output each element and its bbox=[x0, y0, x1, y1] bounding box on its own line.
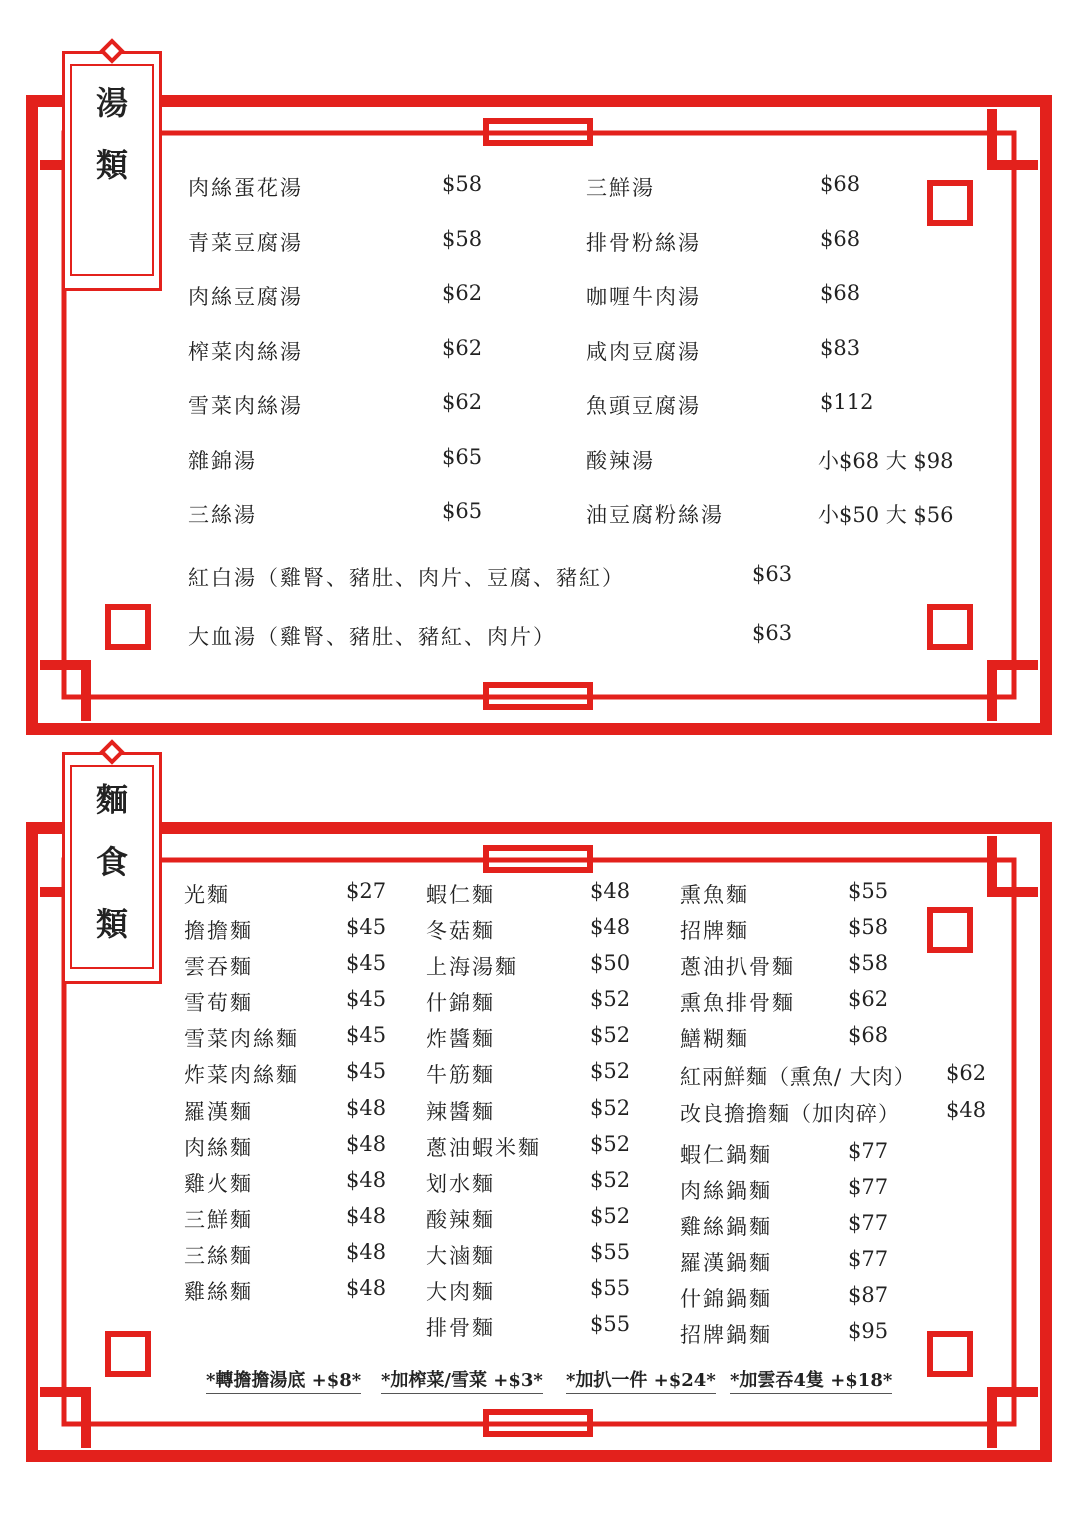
menu-item-price: $52 bbox=[590, 1168, 631, 1192]
menu-item-price: $62 bbox=[442, 390, 483, 414]
menu-item-price: $48 bbox=[346, 1240, 387, 1264]
menu-item-name: 雜錦湯 bbox=[188, 449, 257, 473]
addon-note: *加雲吞4隻 +$18* bbox=[730, 1366, 892, 1394]
menu-item-name: 雪菜肉絲麵 bbox=[184, 1027, 299, 1051]
menu-item-name: 雪荀麵 bbox=[184, 991, 253, 1015]
menu-item-price: $112 bbox=[820, 390, 874, 414]
menu-item-name: 排骨粉絲湯 bbox=[586, 231, 701, 255]
menu-item-name: 蝦仁麵 bbox=[426, 883, 495, 907]
menu-item-name: 划水麵 bbox=[426, 1172, 495, 1196]
menu-item-name: 熏魚麵 bbox=[680, 883, 749, 907]
menu-item-price: $68 bbox=[820, 227, 861, 251]
menu-item-price: $62 bbox=[946, 1061, 987, 1085]
menu-item-price: $63 bbox=[752, 562, 793, 586]
menu-item-name: 咖喱牛肉湯 bbox=[586, 285, 701, 309]
addon-note: *加榨菜/雪菜 +$3* bbox=[381, 1366, 543, 1394]
menu-item-name: 冬菇麵 bbox=[426, 919, 495, 943]
menu-item-name: 大肉麵 bbox=[426, 1280, 495, 1304]
menu-item-price: $65 bbox=[442, 499, 483, 523]
menu-item-name: 肉絲鍋麵 bbox=[680, 1179, 772, 1203]
menu-item-price: $45 bbox=[346, 1023, 387, 1047]
menu-item-name: 肉絲蛋花湯 bbox=[188, 176, 303, 200]
menu-item-price: $55 bbox=[848, 879, 889, 903]
menu-item-price: $52 bbox=[590, 1059, 631, 1083]
menu-item-price: $83 bbox=[820, 336, 861, 360]
menu-item-price: $48 bbox=[590, 879, 631, 903]
menu-item-price: $68 bbox=[820, 281, 861, 305]
menu-item-name: 油豆腐粉絲湯 bbox=[586, 503, 724, 527]
menu-item-price: $58 bbox=[848, 915, 889, 939]
menu-item-name: 肉絲麵 bbox=[184, 1136, 253, 1160]
menu-item-name: 排骨麵 bbox=[426, 1316, 495, 1340]
menu-item-name: 酸辣麵 bbox=[426, 1208, 495, 1232]
menu-item-price: $77 bbox=[848, 1139, 889, 1163]
menu-item-name: 魚頭豆腐湯 bbox=[586, 394, 701, 418]
menu-item-name: 大滷麵 bbox=[426, 1244, 495, 1268]
menu-item-price: $45 bbox=[346, 915, 387, 939]
menu-item-price: $48 bbox=[346, 1276, 387, 1300]
menu-item-price: $45 bbox=[346, 951, 387, 975]
menu-item-price: $62 bbox=[442, 336, 483, 360]
menu-item-price: 小$50 大 $56 bbox=[818, 503, 954, 527]
menu-item-name: 紅兩鮮麵（熏魚/ 大肉） bbox=[680, 1065, 916, 1089]
menu-item-price: $58 bbox=[442, 172, 483, 196]
menu-item-name: 改良擔擔麵（加肉碎） bbox=[680, 1102, 900, 1126]
menu-item-name: 三絲湯 bbox=[188, 503, 257, 527]
menu-item-price: $52 bbox=[590, 1132, 631, 1156]
menu-item-name: 什錦麵 bbox=[426, 991, 495, 1015]
menu-item-name: 雲吞麵 bbox=[184, 955, 253, 979]
menu-item-name: 招牌麵 bbox=[680, 919, 749, 943]
menu-item-name: 雞絲麵 bbox=[184, 1280, 253, 1304]
menu-item-name: 光麵 bbox=[184, 883, 230, 907]
menu-item-name: 羅漢鍋麵 bbox=[680, 1251, 772, 1275]
menu-item-price: $48 bbox=[346, 1132, 387, 1156]
menu-item-price: $27 bbox=[346, 879, 387, 903]
knot-ornament bbox=[99, 739, 124, 764]
menu-item-name: 蔥油蝦米麵 bbox=[426, 1136, 541, 1160]
menu-item-price: $77 bbox=[848, 1175, 889, 1199]
menu-item-name: 咸肉豆腐湯 bbox=[586, 340, 701, 364]
menu-item-name: 三鮮湯 bbox=[586, 176, 655, 200]
soup-tab bbox=[62, 51, 162, 291]
menu-item-price: 小$68 大 $98 bbox=[818, 449, 954, 473]
menu-item-price: $95 bbox=[848, 1319, 889, 1343]
menu-item-price: $65 bbox=[442, 445, 483, 469]
menu-item-name: 什錦鍋麵 bbox=[680, 1287, 772, 1311]
soup-title: 湯類 bbox=[95, 84, 128, 184]
menu-item-name: 鱔糊麵 bbox=[680, 1027, 749, 1051]
menu-item-name: 招牌鍋麵 bbox=[680, 1323, 772, 1347]
menu-item-price: $68 bbox=[848, 1023, 889, 1047]
menu-item-name: 蝦仁鍋麵 bbox=[680, 1143, 772, 1167]
menu-item-name: 辣醬麵 bbox=[426, 1100, 495, 1124]
menu-item-price: $48 bbox=[346, 1168, 387, 1192]
menu-item-price: $58 bbox=[442, 227, 483, 251]
menu-item-name: 雞火麵 bbox=[184, 1172, 253, 1196]
menu-item-name: 炸醬麵 bbox=[426, 1027, 495, 1051]
menu-item-price: $48 bbox=[946, 1098, 987, 1122]
menu-item-price: $48 bbox=[590, 915, 631, 939]
menu-item-price: $52 bbox=[590, 1096, 631, 1120]
menu-item-name: 熏魚排骨麵 bbox=[680, 991, 795, 1015]
menu-item-price: $50 bbox=[590, 951, 631, 975]
menu-item-price: $48 bbox=[346, 1096, 387, 1120]
menu-item-price: $45 bbox=[346, 1059, 387, 1083]
menu-item-name: 雞絲鍋麵 bbox=[680, 1215, 772, 1239]
menu-item-price: $55 bbox=[590, 1240, 631, 1264]
menu-item-name: 炸菜肉絲麵 bbox=[184, 1063, 299, 1087]
addon-note: *轉擔擔湯底 +$8* bbox=[206, 1366, 361, 1394]
menu-item-price: $45 bbox=[346, 987, 387, 1011]
noodle-title: 麵食類 bbox=[95, 781, 128, 943]
menu-item-name: 牛筋麵 bbox=[426, 1063, 495, 1087]
menu-item-price: $58 bbox=[848, 951, 889, 975]
menu-item-price: $62 bbox=[848, 987, 889, 1011]
menu-item-name: 大血湯（雞腎、豬肚、豬紅、肉片） bbox=[188, 625, 556, 649]
menu-item-price: $62 bbox=[442, 281, 483, 305]
menu-item-name: 三絲麵 bbox=[184, 1244, 253, 1268]
menu-item-price: $48 bbox=[346, 1204, 387, 1228]
menu-item-name: 蔥油扒骨麵 bbox=[680, 955, 795, 979]
addon-note: *加扒一件 +$24* bbox=[566, 1366, 716, 1394]
menu-item-name: 榨菜肉絲湯 bbox=[188, 340, 303, 364]
menu-item-name: 三鮮麵 bbox=[184, 1208, 253, 1232]
menu-item-name: 酸辣湯 bbox=[586, 449, 655, 473]
menu-item-name: 紅白湯（雞腎、豬肚、肉片、豆腐、豬紅） bbox=[188, 566, 625, 590]
menu-item-name: 雪菜肉絲湯 bbox=[188, 394, 303, 418]
menu-item-name: 上海湯麵 bbox=[426, 955, 518, 979]
menu-item-price: $55 bbox=[590, 1276, 631, 1300]
menu-item-price: $55 bbox=[590, 1312, 631, 1336]
menu-item-name: 青菜豆腐湯 bbox=[188, 231, 303, 255]
menu-item-price: $77 bbox=[848, 1247, 889, 1271]
menu-item-price: $68 bbox=[820, 172, 861, 196]
menu-item-price: $77 bbox=[848, 1211, 889, 1235]
menu-item-price: $87 bbox=[848, 1283, 889, 1307]
noodle-tab bbox=[62, 752, 162, 984]
menu-item-name: 肉絲豆腐湯 bbox=[188, 285, 303, 309]
menu-item-price: $52 bbox=[590, 1204, 631, 1228]
knot-ornament bbox=[99, 38, 124, 63]
menu-item-price: $52 bbox=[590, 1023, 631, 1047]
menu-item-price: $63 bbox=[752, 621, 793, 645]
menu-item-name: 擔擔麵 bbox=[184, 919, 253, 943]
menu-item-name: 羅漢麵 bbox=[184, 1100, 253, 1124]
menu-item-price: $52 bbox=[590, 987, 631, 1011]
